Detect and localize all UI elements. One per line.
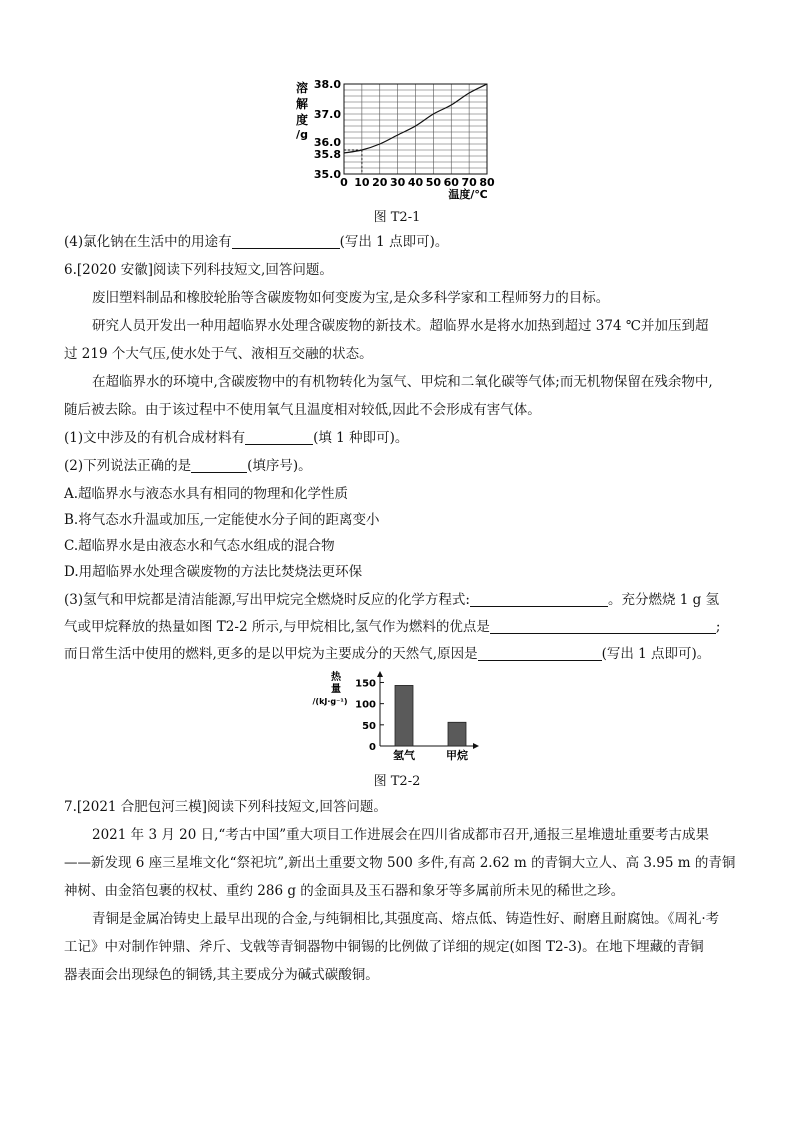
- question-text: (写出 1 点即可)。: [601, 646, 711, 662]
- question-text: 而日常生活中使用的燃料,更多的是以甲烷为主要成分的天然气,原因是: [64, 646, 478, 662]
- y-tick-label: 100: [355, 699, 376, 711]
- x-tick-label: 60: [443, 176, 459, 189]
- question-6-3-cont: [64, 617, 720, 637]
- bar: [448, 722, 466, 746]
- y-tick-label: 38.0: [313, 78, 341, 91]
- x-category-label: 氢气: [393, 749, 415, 762]
- question-text: 气或甲烷释放的热量如图 T2-2 所示,与甲烷相比,氢气作为燃料的优点是: [64, 619, 490, 635]
- question-6-3-cont: [64, 644, 710, 664]
- answer-blank[interactable]: [490, 619, 716, 634]
- question-6-title: 6.[2020 安徽]阅读下列科技短文,回答问题。: [64, 262, 333, 278]
- x-tick-label: 40: [407, 176, 424, 189]
- x-axis-label: 温度/℃: [448, 188, 488, 201]
- ylabel-char: 溶: [295, 81, 309, 95]
- y-tick-label: 35.0: [313, 168, 341, 181]
- answer-blank[interactable]: [245, 430, 313, 445]
- question-6-3: [64, 590, 719, 610]
- ylabel-line: 热: [331, 672, 341, 683]
- x-tick-label: 70: [461, 176, 477, 189]
- x-tick-label: 50: [425, 176, 442, 189]
- y-tick-label: 36.0: [313, 136, 341, 149]
- y-tick-label: 0: [369, 742, 376, 753]
- paragraph: 废旧塑料制品和橡胶轮胎等含碳废物如何变废为宝,是众多科学家和工程师努力的目标。: [92, 290, 610, 306]
- option-a: A.超临界水与液态水具有相同的物理和化学性质: [64, 486, 349, 502]
- y-axis-arrow: [377, 671, 383, 677]
- paragraph: 过 219 个大气压,使水处于气、液相互交融的状态。: [64, 346, 373, 362]
- y-tick-label: 35.8: [313, 148, 341, 161]
- paragraph: 工记》中对制作钟鼎、斧斤、戈戟等青铜器物中铜锡的比例做了详细的规定(如图 T2-3)。在地下埋藏的青铜: [64, 939, 704, 955]
- ylabel-char: 解: [295, 97, 309, 111]
- question-text: 。充分燃烧 1 g 氢: [607, 592, 720, 608]
- y-tick-label: 150: [355, 678, 376, 690]
- paragraph: 青铜是金属冶铸史上最早出现的合金,与纯铜相比,其强度高、熔点低、铸造性好、耐磨且耐腐蚀。《周礼·考: [92, 911, 720, 927]
- x-tick-label: 80: [479, 176, 495, 189]
- question-text: (2)下列说法正确的是: [64, 458, 192, 474]
- option-c: C.超临界水是由液态水和气态水组成的混合物: [64, 538, 335, 554]
- solubility-chart: [290, 72, 510, 202]
- question-6-2: [64, 456, 312, 476]
- answer-blank[interactable]: [191, 458, 247, 473]
- paragraph: 在超临界水的环境中,含碳废物中的有机物转化为氢气、甲烷和二氧化碳等气体;而无机物保留在残余物中,: [92, 374, 713, 390]
- question-text: (1)文中涉及的有机合成材料有: [64, 430, 246, 446]
- x-tick-label: 20: [372, 176, 388, 189]
- paragraph: 神树、由金箔包裹的权杖、重约 286 g 的金面具及玉石器和象牙等多属前所未见的稀世之珍。: [64, 883, 625, 899]
- paragraph: 器表面会出现绿色的铜锈,其主要成分为碱式碳酸铜。: [64, 967, 379, 983]
- figure-caption-t2-1: 图 T2-1: [373, 210, 421, 225]
- question-4-tail: (写出 1 点即可)。: [339, 234, 449, 250]
- question-4-text: (4)氯化钠在生活中的用途有: [64, 234, 232, 250]
- paragraph: 2021 年 3 月 20 日,“考古中国”重大项目工作进展会在四川省成都市召开,通报三星堆遗址重要考古成果: [92, 827, 709, 843]
- question-6-1: [64, 428, 408, 448]
- paragraph: 研究人员开发出一种用超临界水处理含碳废物的新技术。超临界水是将水加热到超过 374 ℃并加压到超: [92, 318, 709, 334]
- ylabel-line: /(kJ·g⁻¹): [312, 697, 348, 706]
- question-4: [64, 232, 448, 252]
- option-d: D.用超临界水处理含碳废物的方法比焚烧法更环保: [64, 564, 363, 580]
- paragraph: 随后被去除。由于该过程中不使用氧气且温度相对较低,因此不会形成有害气体。: [64, 402, 541, 418]
- bar: [395, 685, 413, 746]
- ylabel-char: 度: [295, 113, 309, 127]
- ylabel-char: /g: [296, 128, 308, 141]
- x-tick-label: 0: [340, 176, 348, 189]
- ylabel-line: 量: [331, 684, 341, 695]
- figure-caption-t2-2: 图 T2-2: [373, 774, 421, 789]
- question-tail: (填序号)。: [247, 458, 312, 474]
- answer-blank[interactable]: [470, 592, 608, 607]
- x-axis-arrow: [473, 743, 479, 749]
- question-text: (3)氢气和甲烷都是清洁能源,写出甲烷完全燃烧时反应的化学方程式:: [64, 592, 470, 608]
- y-tick-label: 37.0: [313, 108, 341, 121]
- option-b: B.将气态水升温或加压,一定能使水分子间的距离变小: [64, 512, 380, 528]
- heat-bar-chart: [300, 668, 490, 768]
- question-tail: (填 1 种即可)。: [313, 430, 409, 446]
- x-tick-label: 10: [354, 176, 370, 189]
- paragraph: ——新发现 6 座三星堆文化“祭祀坑”,新出土重要文物 500 多件,有高 2.62 m 的青铜大立人、高 3.95 m 的青铜: [64, 855, 736, 871]
- y-tick-label: 50: [362, 720, 376, 732]
- answer-blank[interactable]: [232, 234, 340, 249]
- x-tick-label: 30: [389, 176, 406, 189]
- question-text: ;: [715, 619, 721, 635]
- x-category-label: 甲烷: [446, 749, 468, 762]
- answer-blank[interactable]: [478, 646, 602, 661]
- question-7-title: 7.[2021 合肥包河三模]阅读下列科技短文,回答问题。: [64, 799, 387, 815]
